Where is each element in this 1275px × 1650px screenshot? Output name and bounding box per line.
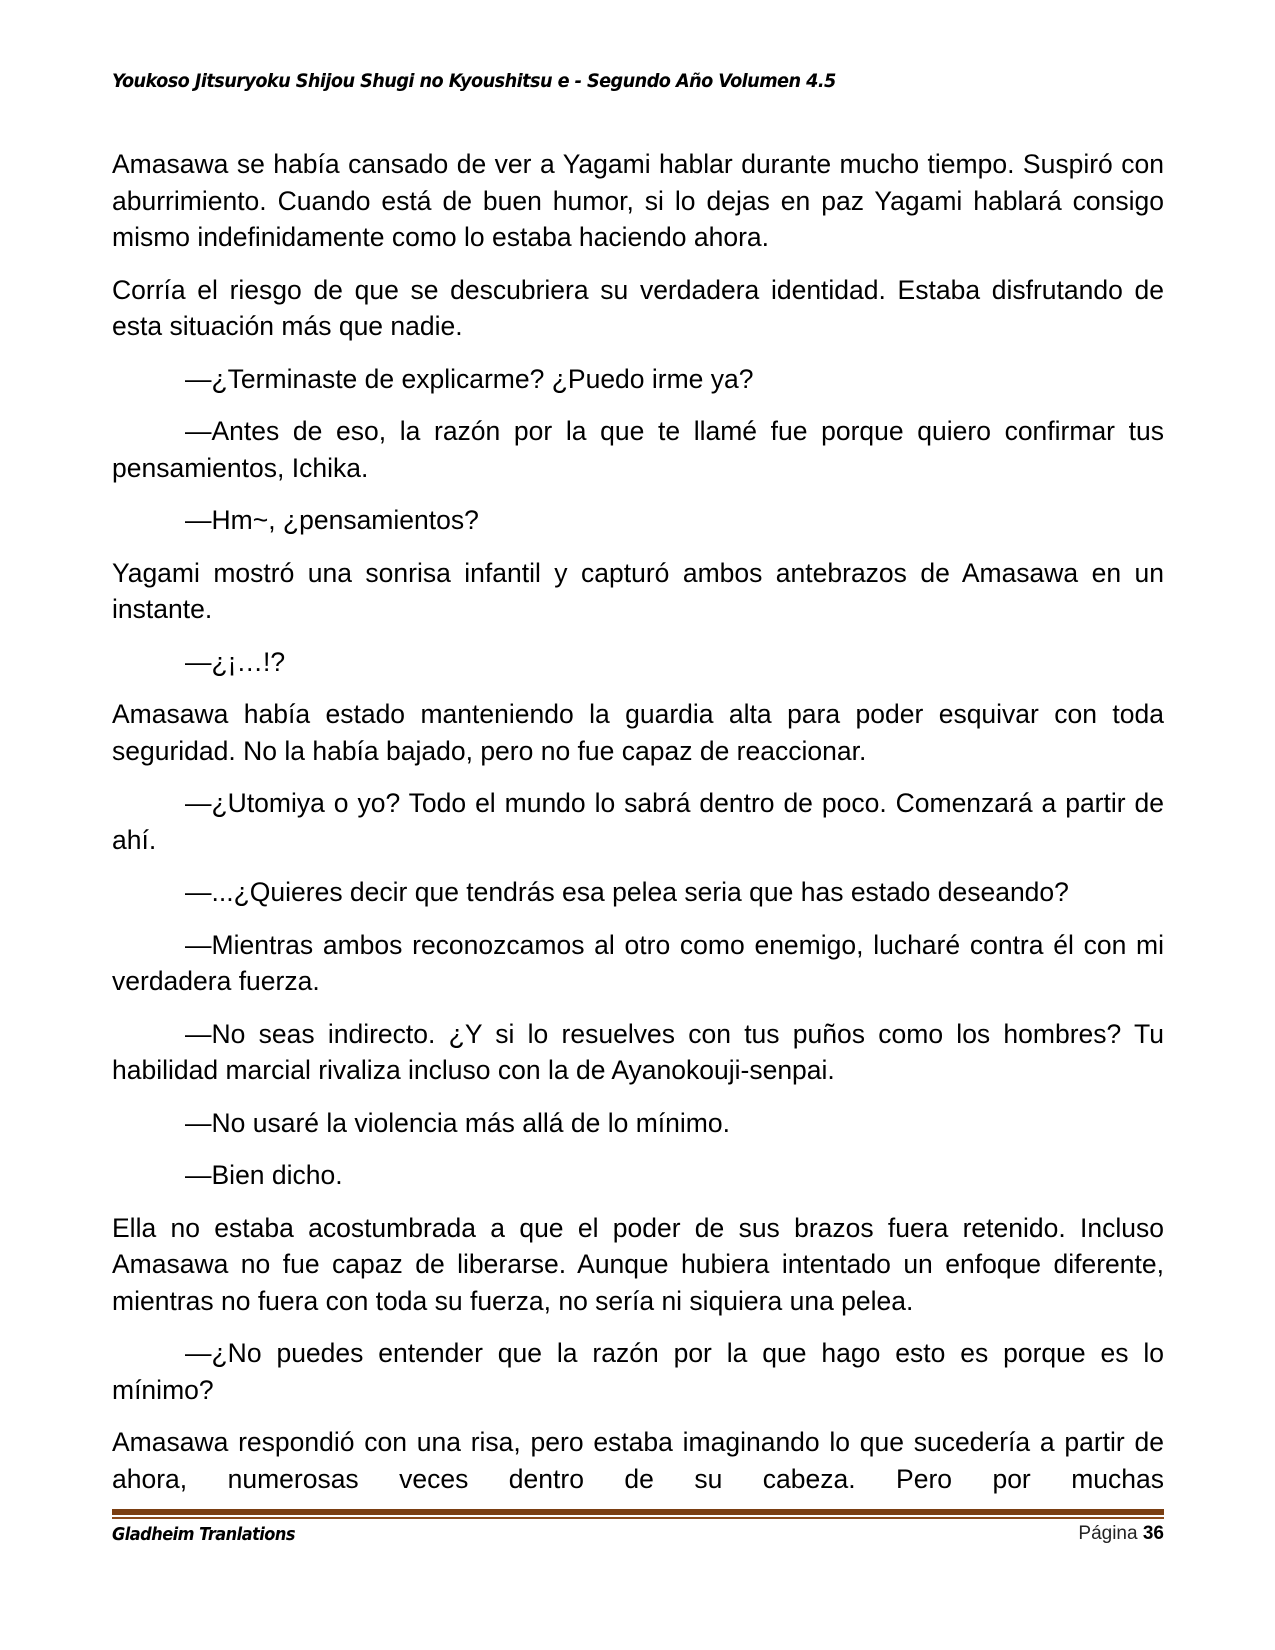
paragraph-narration: Amasawa había estado manteniendo la guardia alta para poder esquivar con toda seguridad. No la había bajado, pero no fue capaz de reaccionar.: [112, 699, 1164, 766]
footer-divider: [112, 1509, 1164, 1520]
paragraph-dialog: —Bien dicho.: [185, 1160, 343, 1190]
page-number-value: 36: [1142, 1523, 1164, 1544]
paragraph-dialog: —Hm~, ¿pensamientos?: [185, 505, 479, 535]
paragraph-narration: Yagami mostró una sonrisa infantil y capturó ambos antebrazos de Amasawa en un instante.: [112, 557, 1164, 624]
paragraph-narration: Amasawa se había cansado de ver a Yagami hablar durante mucho tiempo. Suspiró con aburrimiento. Cuando está de buen humor, si lo dejas en paz Yagami hablará consigo mismo indefinidamente como lo estaba haciendo ahora.: [112, 149, 1164, 252]
footer-divider-thin: [112, 1517, 1164, 1519]
page-number: [1078, 1523, 1164, 1545]
paragraph-dialog: —Mientras ambos reconozcamos al otro como enemigo, lucharé contra él con mi verdadera fuerza.: [112, 929, 1164, 996]
paragraph-dialog: —No usaré la violencia más allá de lo mínimo.: [185, 1107, 730, 1138]
paragraph-dialog: —¿Terminaste de explicarme? ¿Puedo irme ya?: [185, 363, 754, 394]
paragraph-dialog: —Antes de eso, la razón por la que te llamé fue porque quiero confirmar tus pensamientos, Ichika.: [112, 416, 1164, 483]
paragraph-narration: Ella no estaba acostumbrada a que el poder de sus brazos fuera retenido. Incluso Amasawa no fue capaz de liberarse. Aunque hubiera intentado un enfoque diferente, mientras no fuera con toda su fuerza, no sería ni siquiera una pelea.: [112, 1212, 1164, 1316]
footer-credit: Gladheim Tranlations: [112, 1524, 295, 1545]
paragraph-narration: Corría el riesgo de que se descubriera su verdadera identidad. Estaba disfrutando de esta situación más que nadie.: [112, 274, 1164, 341]
running-header: Youkoso Jitsuryoku Shijou Shugi no Kyoushitsu e - Segundo Año Volumen 4.5: [112, 70, 836, 92]
paragraph-dialog: —...¿Quieres decir que tendrás esa pelea seria que has estado deseando?: [185, 877, 1069, 907]
footer-divider-thick: [112, 1509, 1164, 1515]
paragraph-dialog: —¿¡…!?: [185, 646, 286, 677]
page-label: Página: [1078, 1523, 1138, 1544]
paragraph-narration: Amasawa respondió con una risa, pero estaba imaginando lo que sucedería a partir de ahora, numerosas veces dentro de su cabeza. Pero por muchas: [112, 1427, 1164, 1494]
paragraph-dialog: —¿No puedes entender que la razón por la que hago esto es porque es lo mínimo?: [112, 1338, 1164, 1405]
paragraph-dialog: —No seas indirecto. ¿Y si lo resuelves con tus puños como los hombres? Tu habilidad marcial rivaliza incluso con la de Ayanokouji-senpai.: [112, 1018, 1164, 1085]
paragraph-dialog: —¿Utomiya o yo? Todo el mundo lo sabrá dentro de poco. Comenzará a partir de ahí.: [112, 788, 1164, 855]
page-body: [112, 146, 1164, 1513]
